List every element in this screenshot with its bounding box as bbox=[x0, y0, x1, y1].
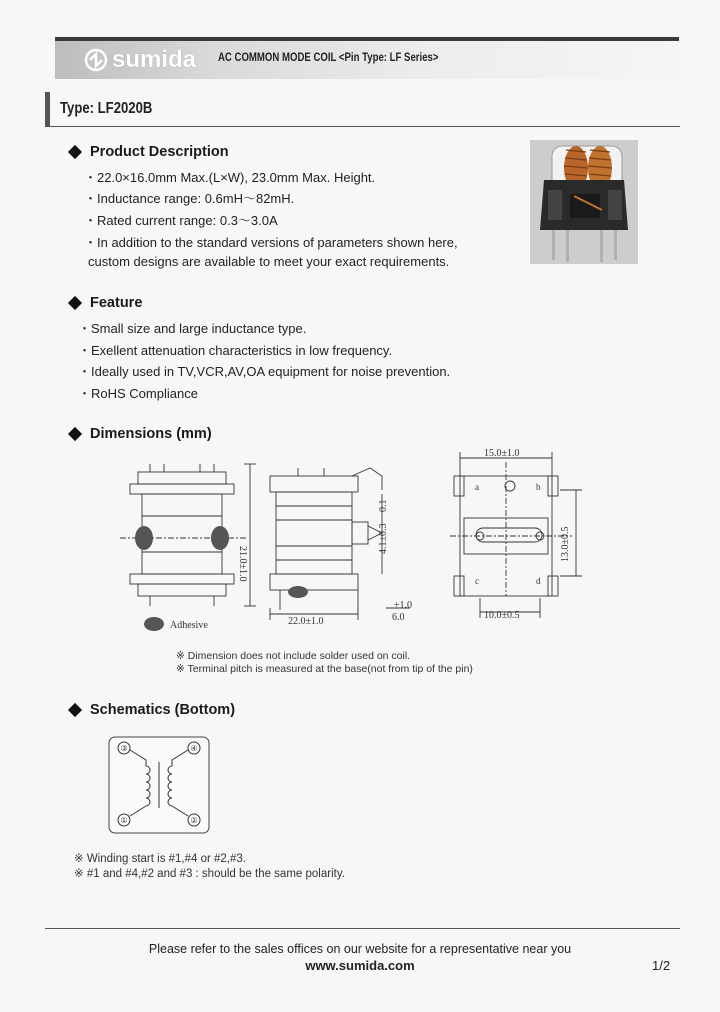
feature-line: ・Ideally used in TV,VCR,AV,OA equipment for noise prevention. bbox=[78, 364, 451, 379]
product-description-line: ・Rated current range: 0.3～3.0A bbox=[84, 213, 278, 228]
label-lead-dia: 0.1 bbox=[378, 499, 389, 512]
logo-text: sumida bbox=[112, 46, 197, 73]
feature-line: ・RoHS Compliance bbox=[78, 386, 198, 401]
feature-line: ・Small size and large inductance type. bbox=[78, 321, 307, 336]
label-pin-a: a bbox=[475, 482, 479, 492]
diamond-bullet-icon bbox=[68, 296, 82, 310]
dimension-note: ※ Dimension does not include solder used on coil. bbox=[176, 650, 411, 662]
label-length: 22.0±1.0 bbox=[288, 616, 324, 627]
label-width: 15.0±1.0 bbox=[484, 448, 520, 459]
schematic-pin-label: ③ bbox=[120, 744, 128, 753]
label-pin-len: 6.0 bbox=[392, 612, 405, 623]
footer-rule bbox=[45, 928, 680, 929]
schematic-pin-label: ① bbox=[120, 816, 128, 825]
diamond-bullet-icon bbox=[68, 427, 82, 441]
sumida-logo-icon bbox=[84, 48, 108, 72]
header-title: AC COMMON MODE COIL <Pin Type: LF Series> bbox=[218, 50, 439, 64]
wire-end-left bbox=[135, 526, 153, 550]
footer-message: Please refer to the sales offices on our website for a representative near you bbox=[148, 942, 572, 956]
product-description-line: ・Inductance range: 0.6mH～82mH. bbox=[84, 191, 295, 206]
product-description-line: ・In addition to the standard versions of parameters shown here, bbox=[84, 235, 458, 250]
schematic-pin-label: ④ bbox=[190, 744, 198, 753]
type-title: Type: LF2020B bbox=[60, 100, 153, 117]
diamond-bullet-icon bbox=[68, 145, 82, 159]
adhesive-legend-dot bbox=[144, 617, 164, 631]
feature-heading bbox=[68, 295, 142, 311]
schematic-note: ※ #1 and #4,#2 and #3 : should be the same polarity. bbox=[74, 868, 345, 880]
dimensions-heading-text: Dimensions (mm) bbox=[90, 426, 212, 442]
label-pin-c: c bbox=[475, 576, 479, 586]
product-description-heading bbox=[68, 144, 229, 160]
wire-end-right bbox=[211, 526, 229, 550]
dimension-drawing bbox=[120, 446, 590, 636]
label-pin-b: b bbox=[536, 482, 541, 492]
dimension-note: ※ Terminal pitch is measured at the base(not from tip of the pin) bbox=[176, 663, 473, 675]
adhesive-dot bbox=[288, 586, 308, 598]
feature-line: ・Exellent attenuation characteristics in low frequency. bbox=[78, 343, 393, 358]
product-photo bbox=[530, 140, 638, 264]
label-lead-len: 4.1±0.3 bbox=[378, 523, 389, 554]
product-description-heading-text: Product Description bbox=[90, 144, 229, 160]
schematic-diagram bbox=[108, 736, 210, 834]
product-description-line: custom designs are available to meet your exact requirements. bbox=[88, 254, 450, 269]
coil-product-image bbox=[530, 140, 638, 264]
type-rule bbox=[45, 126, 680, 127]
schematic-pin-label: ② bbox=[190, 816, 198, 825]
schematic-note: ※ Winding start is #1,#4 or #2,#3. bbox=[74, 853, 247, 865]
label-pin-d: d bbox=[536, 576, 541, 586]
schematics-heading-text: Schematics (Bottom) bbox=[90, 702, 236, 718]
label-pitch-y: 13.0±0.5 bbox=[560, 526, 571, 562]
type-marker bbox=[45, 92, 50, 126]
label-pitch-x: 10.0±0.5 bbox=[484, 610, 520, 621]
label-adhesive: Adhesive bbox=[170, 620, 208, 631]
sumida-logo bbox=[84, 46, 196, 74]
schematics-heading bbox=[68, 702, 235, 718]
dimensions-heading bbox=[68, 426, 212, 442]
feature-heading-text: Feature bbox=[90, 295, 143, 311]
diamond-bullet-icon bbox=[68, 703, 82, 717]
footer-url-link[interactable]: www.sumida.com bbox=[305, 958, 415, 973]
label-height-total: 21.0±1.0 bbox=[237, 546, 248, 582]
product-description-line: ・22.0×16.0mm Max.(L×W), 23.0mm Max. Height. bbox=[84, 170, 376, 185]
label-pin-tol: ±1.0 bbox=[394, 600, 412, 611]
page-number: 1/2 bbox=[652, 958, 671, 973]
